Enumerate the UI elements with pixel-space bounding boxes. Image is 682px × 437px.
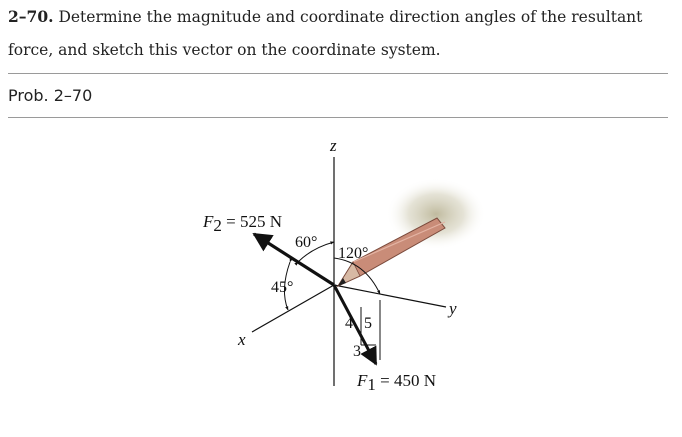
problem-number: 2–70. (8, 7, 54, 26)
angle-60-label: 60° (295, 234, 318, 251)
x-axis-label: x (238, 330, 246, 349)
y-axis-label: y (449, 299, 457, 318)
z-axis-label: z (330, 136, 337, 155)
f2-label: F2 = 525 N (203, 212, 283, 235)
f2-projection-line (290, 258, 334, 285)
angle-120-label: 120° (338, 245, 369, 262)
figure-caption: Prob. 2–70 (8, 86, 93, 105)
slope-5-label: 5 (364, 315, 372, 332)
f1-label: F1 = 450 N (357, 371, 437, 394)
angle-45-label: 45° (271, 279, 294, 296)
slope-3-label: 3 (353, 343, 361, 360)
problem-text: Determine the magnitude and coordinate direction angles of the resultant force, and sketch this vector on the coordinate system. (8, 8, 643, 59)
slope-4-label: 4 (345, 315, 353, 332)
y-axis (334, 285, 446, 307)
